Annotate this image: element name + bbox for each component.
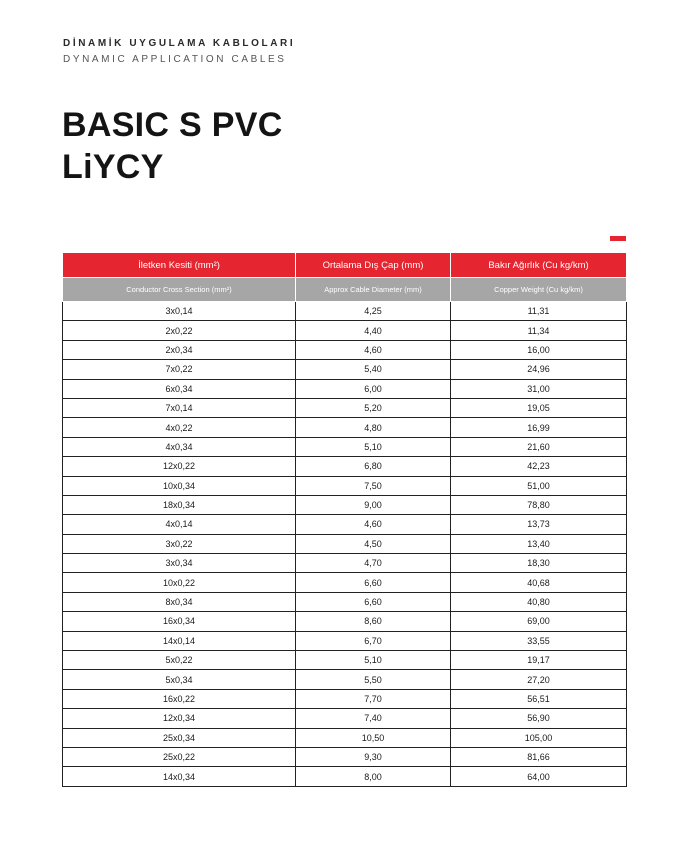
- table-row: [63, 321, 627, 340]
- page-title: [62, 104, 283, 188]
- table-row: [63, 573, 627, 592]
- diameter-cell: 5,20: [296, 398, 451, 417]
- header-copper-weight-tr: Bakır Ağırlık (Cu kg/km): [451, 253, 627, 278]
- diameter-cell: 6,60: [296, 573, 451, 592]
- diameter-cell: 8,60: [296, 612, 451, 631]
- table-row: [63, 592, 627, 611]
- copper-weight-cell: 13,40: [451, 534, 627, 553]
- diameter-cell: 6,00: [296, 379, 451, 398]
- cross-section-cell: 4x0,22: [63, 418, 296, 437]
- cross-section-cell: 10x0,22: [63, 573, 296, 592]
- diameter-cell: 4,60: [296, 515, 451, 534]
- header-cross-section-tr: İletken Kesiti (mm²): [63, 253, 296, 278]
- table-row: [63, 767, 627, 786]
- cross-section-cell: 7x0,14: [63, 398, 296, 417]
- copper-weight-cell: 11,34: [451, 321, 627, 340]
- cross-section-cell: 2x0,22: [63, 321, 296, 340]
- diameter-cell: 6,70: [296, 631, 451, 650]
- copper-weight-cell: 18,30: [451, 554, 627, 573]
- copper-weight-cell: 13,73: [451, 515, 627, 534]
- accent-bar: [610, 236, 626, 241]
- diameter-cell: 10,50: [296, 728, 451, 747]
- diameter-cell: 7,40: [296, 709, 451, 728]
- copper-weight-cell: 19,17: [451, 651, 627, 670]
- copper-weight-cell: 24,96: [451, 360, 627, 379]
- diameter-cell: 4,60: [296, 340, 451, 359]
- cross-section-cell: 4x0,14: [63, 515, 296, 534]
- copper-weight-cell: 40,68: [451, 573, 627, 592]
- copper-weight-cell: 56,90: [451, 709, 627, 728]
- cross-section-cell: 6x0,34: [63, 379, 296, 398]
- copper-weight-cell: 21,60: [451, 437, 627, 456]
- diameter-cell: 5,40: [296, 360, 451, 379]
- cross-section-cell: 8x0,34: [63, 592, 296, 611]
- table-row: [63, 728, 627, 747]
- copper-weight-cell: 16,00: [451, 340, 627, 359]
- copper-weight-cell: 11,31: [451, 302, 627, 321]
- header-diameter-en: Approx Cable Diameter (mm): [296, 278, 451, 302]
- cross-section-cell: 25x0,34: [63, 728, 296, 747]
- copper-weight-cell: 105,00: [451, 728, 627, 747]
- table-row: [63, 437, 627, 456]
- copper-weight-cell: 69,00: [451, 612, 627, 631]
- diameter-cell: 6,80: [296, 457, 451, 476]
- cross-section-cell: 14x0,34: [63, 767, 296, 786]
- table-row: [63, 554, 627, 573]
- table-row: [63, 360, 627, 379]
- diameter-cell: 7,70: [296, 689, 451, 708]
- table-row: [63, 631, 627, 650]
- table-row: [63, 495, 627, 514]
- cross-section-cell: 14x0,14: [63, 631, 296, 650]
- diameter-cell: 9,00: [296, 495, 451, 514]
- copper-weight-cell: 27,20: [451, 670, 627, 689]
- table-row: [63, 302, 627, 321]
- diameter-cell: 4,40: [296, 321, 451, 340]
- section-kicker-turkish: DİNAMİK UYGULAMA KABLOLARI: [63, 38, 296, 49]
- diameter-cell: 4,70: [296, 554, 451, 573]
- table-row: [63, 457, 627, 476]
- cross-section-cell: 16x0,34: [63, 612, 296, 631]
- copper-weight-cell: 56,51: [451, 689, 627, 708]
- table-row: [63, 379, 627, 398]
- table-row: [63, 534, 627, 553]
- copper-weight-cell: 78,80: [451, 495, 627, 514]
- cross-section-cell: 7x0,22: [63, 360, 296, 379]
- title-line-1: BASIC S PVC: [62, 106, 283, 144]
- diameter-cell: 5,10: [296, 437, 451, 456]
- diameter-cell: 8,00: [296, 767, 451, 786]
- table-row: [63, 612, 627, 631]
- copper-weight-cell: 31,00: [451, 379, 627, 398]
- copper-weight-cell: 40,80: [451, 592, 627, 611]
- header-cross-section-en: Conductor Cross Section (mm²): [63, 278, 296, 302]
- header-row-turkish: [63, 253, 627, 278]
- cross-section-cell: 10x0,34: [63, 476, 296, 495]
- copper-weight-cell: 19,05: [451, 398, 627, 417]
- cross-section-cell: 16x0,22: [63, 689, 296, 708]
- cross-section-cell: 18x0,34: [63, 495, 296, 514]
- header-row-english: [63, 278, 627, 302]
- copper-weight-cell: 33,55: [451, 631, 627, 650]
- cross-section-cell: 3x0,22: [63, 534, 296, 553]
- diameter-cell: 6,60: [296, 592, 451, 611]
- table-row: [63, 515, 627, 534]
- cross-section-cell: 5x0,34: [63, 670, 296, 689]
- cross-section-cell: 4x0,34: [63, 437, 296, 456]
- table-row: [63, 689, 627, 708]
- cross-section-cell: 2x0,34: [63, 340, 296, 359]
- cross-section-cell: 12x0,22: [63, 457, 296, 476]
- cross-section-cell: 3x0,34: [63, 554, 296, 573]
- section-kicker-english: DYNAMIC APPLICATION CABLES: [63, 54, 287, 65]
- table-row: [63, 670, 627, 689]
- table-row: [63, 398, 627, 417]
- cable-spec-table: [62, 252, 627, 787]
- copper-weight-cell: 81,66: [451, 747, 627, 766]
- table-body: [63, 302, 627, 787]
- diameter-cell: 5,10: [296, 651, 451, 670]
- table-row: [63, 709, 627, 728]
- table-row: [63, 651, 627, 670]
- copper-weight-cell: 42,23: [451, 457, 627, 476]
- table-row: [63, 418, 627, 437]
- diameter-cell: 7,50: [296, 476, 451, 495]
- copper-weight-cell: 16,99: [451, 418, 627, 437]
- diameter-cell: 5,50: [296, 670, 451, 689]
- copper-weight-cell: 64,00: [451, 767, 627, 786]
- title-line-2: LiYCY: [62, 148, 164, 186]
- header-copper-weight-en: Copper Weight (Cu kg/km): [451, 278, 627, 302]
- header-diameter-tr: Ortalama Dış Çap (mm): [296, 253, 451, 278]
- cross-section-cell: 5x0,22: [63, 651, 296, 670]
- cross-section-cell: 12x0,34: [63, 709, 296, 728]
- diameter-cell: 4,50: [296, 534, 451, 553]
- diameter-cell: 4,25: [296, 302, 451, 321]
- table-row: [63, 340, 627, 359]
- diameter-cell: 4,80: [296, 418, 451, 437]
- table-row: [63, 747, 627, 766]
- cross-section-cell: 25x0,22: [63, 747, 296, 766]
- diameter-cell: 9,30: [296, 747, 451, 766]
- copper-weight-cell: 51,00: [451, 476, 627, 495]
- cross-section-cell: 3x0,14: [63, 302, 296, 321]
- table-row: [63, 476, 627, 495]
